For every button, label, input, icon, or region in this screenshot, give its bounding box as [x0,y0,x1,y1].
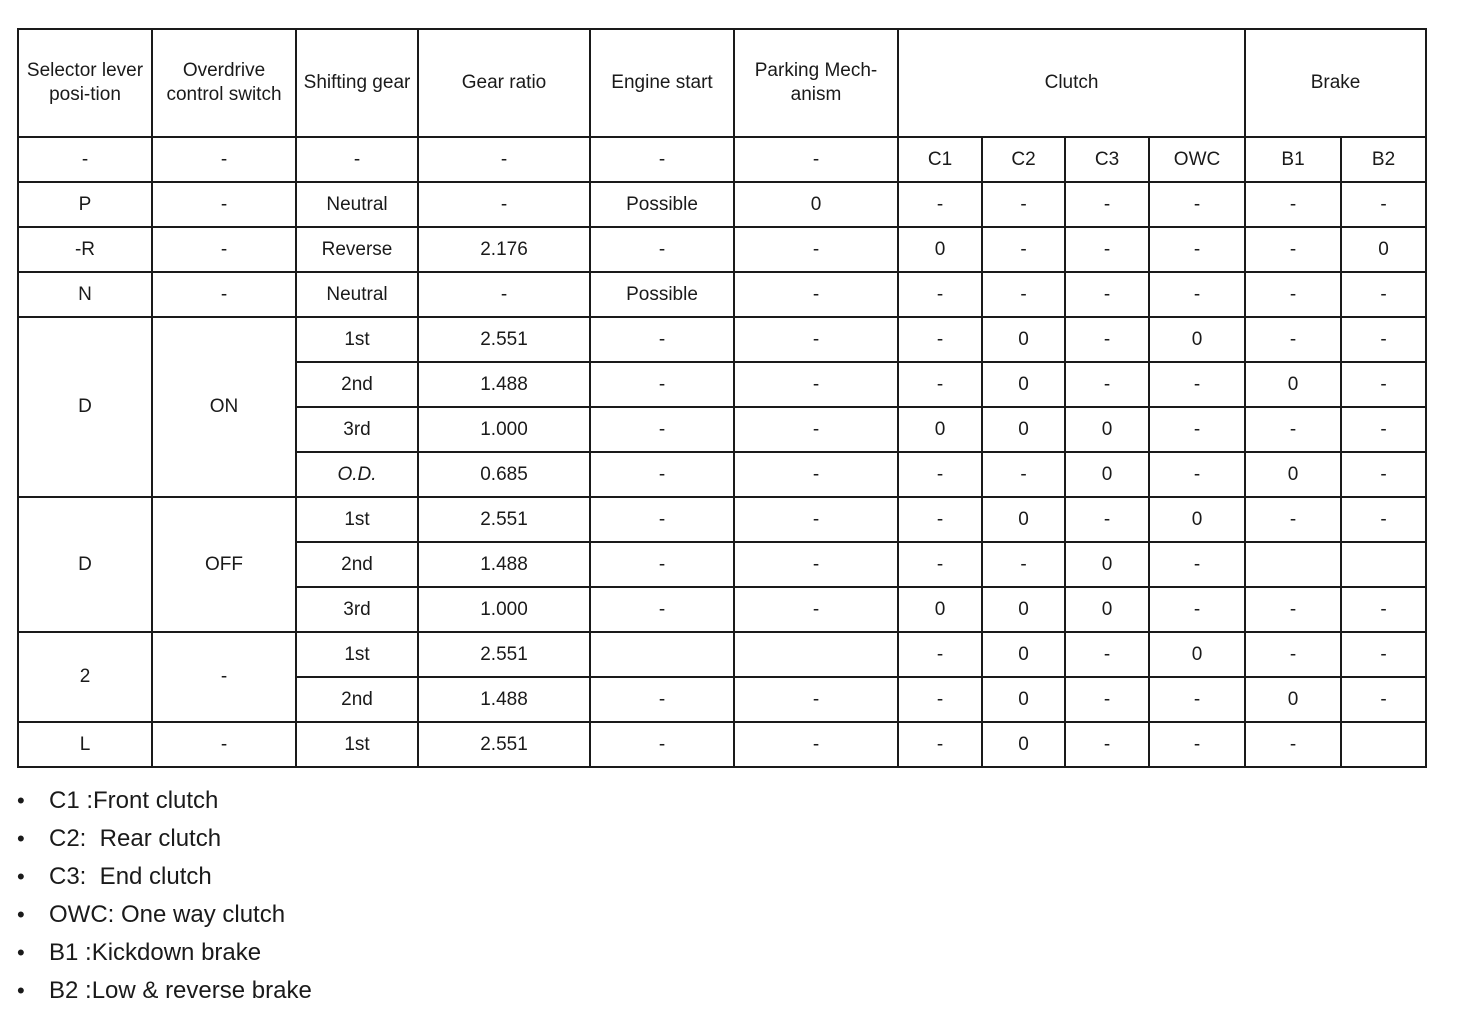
table-row [18,227,1426,272]
cell-b1: 0 [1245,362,1341,407]
cell-b1: - [1245,587,1341,632]
cell-ratio: 1.488 [418,677,590,722]
cell-owc: 0 [1149,317,1245,362]
table-row [18,272,1426,317]
subheader-c1: C1 [898,137,982,182]
cell-ratio: 2.551 [418,632,590,677]
bullet-icon: • [17,940,25,965]
cell-b1: - [1245,722,1341,767]
cell-engine: - [590,317,734,362]
cell-ratio: 2.551 [418,722,590,767]
legend-text: C1 :Front clutch [49,787,219,814]
legend-item [17,936,312,974]
subheader-owc: OWC [1149,137,1245,182]
legend-text: C2: Rear clutch [49,825,222,852]
shift-table-sheet [17,28,1425,768]
cell-c2: 0 [982,362,1065,407]
cell-c1: 0 [898,227,982,272]
cell-c2: 0 [982,722,1065,767]
cell-c3: 0 [1065,452,1149,497]
cell-selector-position: D [18,497,152,632]
header-shifting-gear: Shifting gear [296,29,418,137]
cell-gear: 3rd [296,587,418,632]
legend-item [17,974,312,1012]
cell-owc: - [1149,272,1245,317]
cell-park: - [734,587,898,632]
cell-engine: - [590,362,734,407]
header-gear-ratio: Gear ratio [418,29,590,137]
cell-c3: - [1065,317,1149,362]
cell-b2: - [1341,407,1426,452]
cell-b1: 0 [1245,677,1341,722]
cell-ratio: - [418,182,590,227]
cell-b1: - [1245,317,1341,362]
cell-ratio: 0.685 [418,452,590,497]
cell-park: - [734,677,898,722]
cell-gear: 2nd [296,362,418,407]
cell-selector-position: P [18,182,152,227]
cell-c2: - [982,182,1065,227]
cell-c1: - [898,182,982,227]
cell-overdrive-switch: OFF [152,497,296,632]
table-row [18,317,1426,362]
header-overdrive-control-switch: Overdrive control switch [152,29,296,137]
cell-park: - [734,407,898,452]
cell-c3: - [1065,722,1149,767]
cell-ratio: 2.176 [418,227,590,272]
cell-park: - [734,722,898,767]
cell-c3: - [1065,632,1149,677]
cell-owc: - [1149,362,1245,407]
cell-c2: - [982,452,1065,497]
legend-item [17,784,312,822]
cell-c1: - [898,452,982,497]
cell-overdrive-switch: ON [152,317,296,497]
header-brake: Brake [1245,29,1426,137]
cell-owc: 0 [1149,632,1245,677]
cell-engine: Possible [590,272,734,317]
legend-item [17,898,312,936]
cell-b2: - [1341,452,1426,497]
cell-c1: - [898,497,982,542]
bullet-icon: • [17,978,25,1003]
cell-engine: - [590,722,734,767]
cell-b1: - [1245,272,1341,317]
cell-owc: - [1149,542,1245,587]
cell-owc: - [1149,227,1245,272]
cell-selector-position: L [18,722,152,767]
cell-owc: - [1149,407,1245,452]
cell-c3: - [1065,182,1149,227]
cell-c2: 0 [982,677,1065,722]
cell-selector-position: N [18,272,152,317]
cell-park: - [734,272,898,317]
cell-c2: 0 [982,587,1065,632]
cell-b2: 0 [1341,227,1426,272]
legend-text: OWC: One way clutch [49,901,286,928]
cell-c1: 0 [898,407,982,452]
header-engine-start: Engine start [590,29,734,137]
cell-gear: Neutral [296,182,418,227]
cell-overdrive-switch: - [152,182,296,227]
cell-c3: 0 [1065,542,1149,587]
cell-c2: 0 [982,497,1065,542]
cell-c2: 0 [982,632,1065,677]
cell-engine: - [590,497,734,542]
cell-b2: - [1341,362,1426,407]
cell-c1: - [898,317,982,362]
cell-c1: - [898,362,982,407]
cell-gear: 2nd [296,677,418,722]
cell-b1: - [1245,407,1341,452]
cell-engine: - [590,452,734,497]
cell-b2 [1341,722,1426,767]
subheader-b1: B1 [1245,137,1341,182]
cell-gear: 1st [296,317,418,362]
cell-b2: - [1341,272,1426,317]
subheader-c2: C2 [982,137,1065,182]
cell-gear: 1st [296,632,418,677]
cell-owc: - [1149,587,1245,632]
cell-c1: - [898,677,982,722]
cell-b1: - [1245,632,1341,677]
cell-selector-position: D [18,317,152,497]
cell-c1: - [898,542,982,587]
cell-engine: - [590,407,734,452]
legend-text: B2 :Low & reverse brake [49,977,312,1004]
header-parking-mechanism: Parking Mech-anism [734,29,898,137]
cell-c2: - [982,272,1065,317]
cell-c3: - [1065,362,1149,407]
cell-park: - [734,317,898,362]
cell-ratio: - [418,272,590,317]
cell-c3: 0 [1065,587,1149,632]
cell-b2: - [1341,587,1426,632]
cell-c1: - [898,272,982,317]
cell-b2: - [1341,497,1426,542]
cell-owc: - [1149,452,1245,497]
cell-gear: 2nd [296,542,418,587]
cell-owc: - [1149,182,1245,227]
cell-gear: 1st [296,497,418,542]
shift-element-table [17,28,1427,768]
bullet-icon: • [17,864,25,889]
cell-park: 0 [734,182,898,227]
cell-park [734,632,898,677]
cell-ratio: 1.000 [418,407,590,452]
cell-overdrive-switch: - [152,272,296,317]
table-row [18,182,1426,227]
cell-owc: - [1149,722,1245,767]
cell-owc: - [1149,677,1245,722]
cell-c2: 0 [982,317,1065,362]
cell-c2: - [982,227,1065,272]
bullet-icon: • [17,788,25,813]
legend-notes [17,784,312,1012]
cell-b1: 0 [1245,452,1341,497]
cell-engine: - [590,587,734,632]
cell-park: - [734,362,898,407]
cell-selector-position: -R [18,227,152,272]
cell-gear: Reverse [296,227,418,272]
table-row [18,632,1426,677]
subheader-cell: - [734,137,898,182]
cell-ratio: 1.488 [418,362,590,407]
cell-park: - [734,497,898,542]
cell-gear: O.D. [296,452,418,497]
cell-gear: Neutral [296,272,418,317]
legend-item [17,822,312,860]
cell-c3: - [1065,497,1149,542]
bullet-icon: • [17,826,25,851]
cell-b2: - [1341,317,1426,362]
cell-c3: 0 [1065,407,1149,452]
cell-selector-position: 2 [18,632,152,722]
cell-b1: - [1245,227,1341,272]
cell-engine: Possible [590,182,734,227]
subheader-c3: C3 [1065,137,1149,182]
legend-text: C3: End clutch [49,863,212,890]
cell-ratio: 1.000 [418,587,590,632]
subheader-b2: B2 [1341,137,1426,182]
subheader-cell: - [18,137,152,182]
subheader-row [18,137,1426,182]
cell-c1: 0 [898,587,982,632]
cell-b2: - [1341,677,1426,722]
cell-b2: - [1341,632,1426,677]
cell-c2: - [982,542,1065,587]
subheader-cell: - [296,137,418,182]
cell-owc: 0 [1149,497,1245,542]
cell-park: - [734,542,898,587]
cell-ratio: 1.488 [418,542,590,587]
cell-park: - [734,227,898,272]
cell-c3: - [1065,677,1149,722]
cell-ratio: 2.551 [418,497,590,542]
table-row [18,497,1426,542]
subheader-cell: - [418,137,590,182]
cell-engine: - [590,227,734,272]
bullet-icon: • [17,902,25,927]
cell-overdrive-switch: - [152,632,296,722]
cell-park: - [734,452,898,497]
table-body [18,182,1426,767]
cell-overdrive-switch: - [152,227,296,272]
cell-b1: - [1245,182,1341,227]
cell-b2: - [1341,182,1426,227]
header-row [18,29,1426,137]
cell-c2: 0 [982,407,1065,452]
cell-c3: - [1065,272,1149,317]
cell-ratio: 2.551 [418,317,590,362]
cell-c3: - [1065,227,1149,272]
cell-engine: - [590,677,734,722]
cell-engine: - [590,542,734,587]
cell-c1: - [898,632,982,677]
subheader-cell: - [590,137,734,182]
cell-gear: 3rd [296,407,418,452]
cell-b1 [1245,542,1341,587]
header-selector-lever-position: Selector lever posi-tion [18,29,152,137]
table-row [18,722,1426,767]
cell-b2 [1341,542,1426,587]
legend-item [17,860,312,898]
subheader-cell: - [152,137,296,182]
cell-c1: - [898,722,982,767]
cell-b1: - [1245,497,1341,542]
header-clutch: Clutch [898,29,1245,137]
legend-text: B1 :Kickdown brake [49,939,262,966]
cell-engine [590,632,734,677]
cell-overdrive-switch: - [152,722,296,767]
cell-gear: 1st [296,722,418,767]
